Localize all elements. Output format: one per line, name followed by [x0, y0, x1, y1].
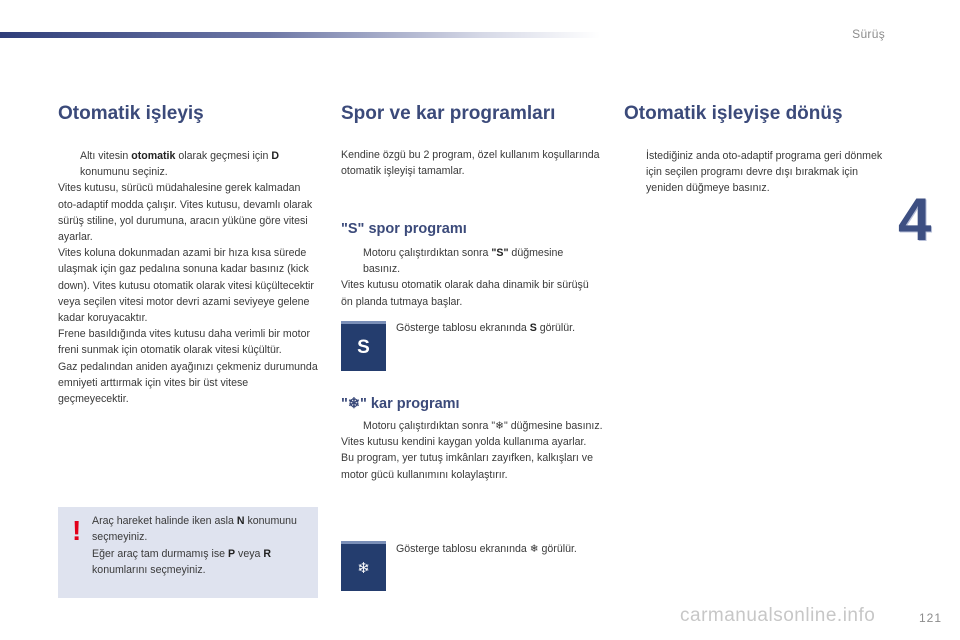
- watermark: carmanualsonline.info: [680, 605, 876, 626]
- bullet-press-s-button: Motoru çalıştırdıktan sonra "S" düğmesine basınız.: [363, 247, 564, 276]
- heading-snow-program: "❄" kar programı: [341, 396, 460, 412]
- chapter-number: 4: [898, 186, 932, 253]
- paragraph-snow-traction: Bu program, yer tutuş imkânları zayıfken, kalkışları ve motor gücü kullanımını kolaylaştırır.: [341, 452, 593, 481]
- warning-icon: !: [72, 515, 82, 546]
- snow-indicator-icon: ❄: [341, 541, 386, 591]
- snow-indicator-text: Gösterge tablosu ekranında ❄ görülür.: [396, 543, 577, 555]
- bullet-deactivate-program: İstediğiniz anda oto-adaptif programa geri dönmek için seçilen programı devre dışı bırakmak için yeniden düğmeye basınız.: [646, 150, 883, 195]
- sport-indicator-icon: S: [341, 321, 386, 371]
- page-number: 121: [918, 611, 942, 625]
- snowflake-icon: ❄: [529, 543, 539, 555]
- bullet-press-snow-button: Motoru çalıştırdıktan sonra "❄" düğmesine basınız.: [363, 420, 603, 432]
- paragraph-auto-adaptive: Vites kutusu, sürücü müdahalesine gerek kalmadan oto-adaptif modda çalışır. Vites kutusu, devamlı olarak sürüş stiline, yol durumuna, aracın yüküne göre vitesi ayarlar.: [58, 182, 313, 244]
- column-return-to-automatic: [624, 100, 886, 197]
- heading-return-to-automatic: Otomatik işleyişe dönüş: [624, 103, 843, 124]
- paragraph-snow-effect: Vites kutusu kendini kaygan yolda kullanıma ayarlar.: [341, 436, 587, 449]
- paragraph-programs-intro: Kendine özgü bu 2 program, özel kullanım koşullarında otomatik işleyişi tamamlar.: [341, 149, 600, 178]
- paragraph-kick-down: Vites koluna dokunmadan azami bir hıza kısa sürede ulaşmak için gaz pedalına sonuna kadar basınız (kick down). Vites kutusu otomatik olarak vitesi küçültecektir veya seçilen vitesi motor devri azami seviyeye gelene kadar koruyacaktır.: [58, 247, 314, 325]
- snowflake-icon: ❄: [347, 396, 361, 412]
- heading-automatic-operation: Otomatik işleyiş: [58, 103, 204, 124]
- warning-park-reverse-text: Eğer araç tam durmamış ise P veya R konumlarını seçmeyiniz.: [92, 547, 271, 577]
- warning-box: [58, 507, 318, 598]
- warning-neutral-text: Araç hareket halinde iken asla N konumunu seçmeyiniz.: [92, 515, 297, 544]
- sport-indicator-text: Gösterge tablosu ekranında S görülür.: [396, 322, 576, 334]
- snowflake-icon: ❄: [495, 420, 505, 432]
- heading-sport-snow-programs: Spor ve kar programları: [341, 103, 556, 124]
- column-automatic-operation: [58, 100, 320, 407]
- bullet-select-d: Altı vitesin otomatik olarak geçmesi için D konumunu seçiniz.: [80, 150, 280, 179]
- paragraph-sport-effect: Vites kutusu otomatik olarak daha dinamik bir sürüşü ön planda tutmaya başlar.: [341, 279, 589, 308]
- section-label: Sürüş: [852, 27, 885, 41]
- column-sport-snow-programs: [341, 100, 603, 179]
- paragraph-braking: Frene basıldığında vites kutusu daha verimli bir motor freni sunmak için otomatik olarak vitesi küçültür.: [58, 328, 311, 357]
- header-rule: [0, 32, 600, 38]
- heading-sport-program: "S" spor programı: [341, 221, 467, 237]
- paragraph-throttle-release: Gaz pedalından aniden ayağınızı çekmeniz durumunda emniyeti arttırmak için vites bir üst vitese geçmeyecektir.: [58, 360, 318, 406]
